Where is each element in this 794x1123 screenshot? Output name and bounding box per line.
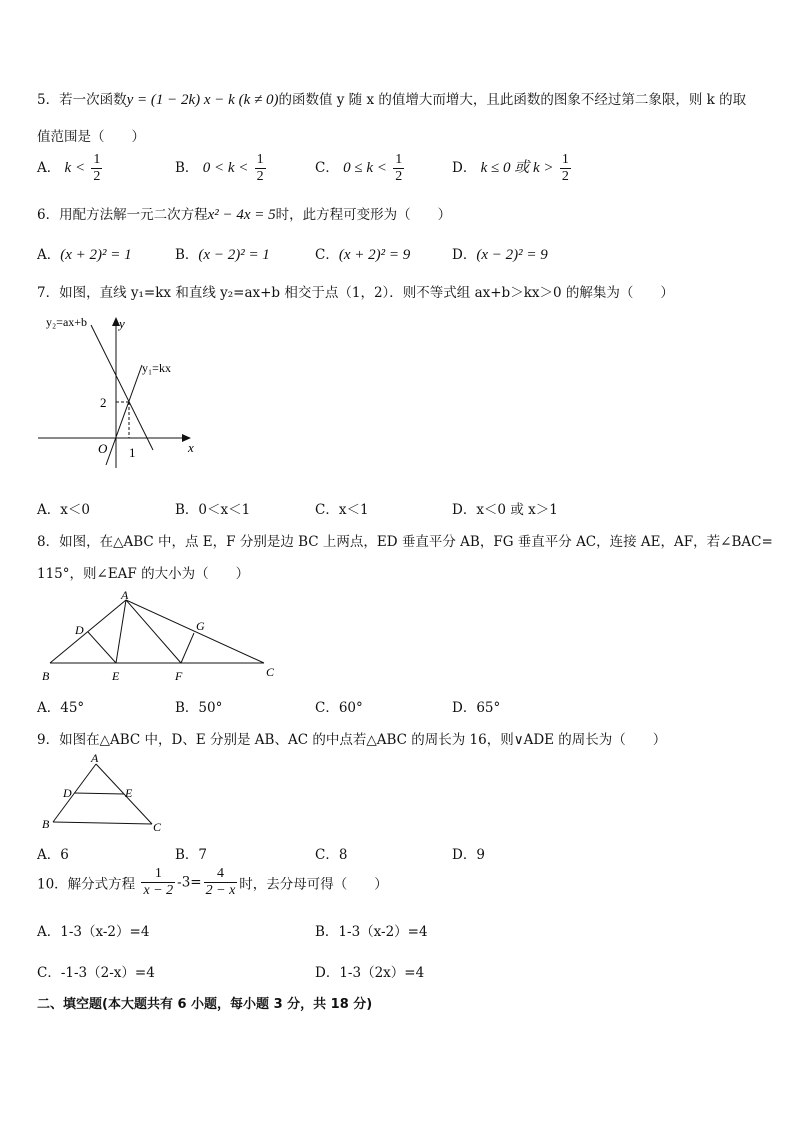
denominator: 2 − x	[205, 883, 236, 898]
q8-option-b[interactable]: B．50°	[175, 700, 223, 716]
tick-y-2: 2	[100, 395, 107, 410]
q6-stem	[37, 203, 451, 224]
label-a: A	[91, 751, 99, 765]
label-d: D	[63, 786, 72, 800]
label-a: A	[121, 588, 129, 602]
fraction	[393, 152, 404, 185]
segment-ac	[126, 600, 264, 663]
segment-ab	[50, 600, 126, 663]
numerator: 1	[141, 866, 175, 883]
fraction	[141, 866, 175, 899]
q5-option-b[interactable]	[175, 152, 268, 185]
option-expression: (x + 2)² = 1	[60, 247, 132, 263]
label-x-axis: x	[188, 440, 194, 455]
q6-stem-b: 时，此方程可变形为（ ）	[275, 207, 452, 223]
q9-stem: 9．如图在△ABC 中，D、E 分别是 AB、AC 的中点若△ABC 的周长为 16，则∨ADE 的周长为（ ）	[37, 732, 667, 748]
segment-de	[74, 793, 124, 794]
label-g: G	[196, 619, 205, 633]
numerator: 1	[395, 152, 403, 167]
q10-option-c[interactable]: C．-1-3（2-x）=4	[37, 965, 155, 981]
option-expression: (x − 2)² = 9	[476, 247, 548, 263]
line-y2	[91, 325, 153, 450]
option-label: B．	[175, 160, 199, 176]
option-label: C．	[315, 247, 339, 263]
numerator: 1	[93, 152, 101, 167]
q10-stem	[37, 866, 388, 899]
segment-af	[126, 600, 181, 663]
segment-ae	[116, 600, 126, 663]
q5-line2: 值范围是（ ）	[37, 129, 145, 145]
q7-option-c[interactable]: C．x＜1	[315, 502, 369, 518]
segment-bc	[53, 822, 152, 824]
label-y1: y₁=kx	[142, 361, 171, 375]
option-expression: (x + 2)² = 9	[338, 247, 411, 263]
option-expression: (x − 2)² = 1	[198, 247, 270, 263]
segment-fg	[181, 633, 194, 663]
option-label: C．	[315, 160, 339, 176]
label-e: E	[112, 669, 120, 683]
denominator: 2	[395, 169, 403, 184]
q9-option-c[interactable]: C．8	[315, 847, 348, 863]
label-d: D	[75, 623, 84, 637]
numerator: 1	[256, 152, 264, 167]
label-c: C	[153, 820, 162, 834]
q10-mid: -3=	[177, 874, 202, 891]
q5-line1	[37, 88, 746, 109]
option-expression: 0 < k <	[202, 160, 249, 176]
q6-expression: x² − 4x = 5	[207, 207, 276, 223]
line-y1	[106, 365, 142, 465]
tick-x-1: 1	[129, 445, 136, 460]
option-expression: k <	[64, 160, 86, 176]
label-f: F	[175, 669, 183, 683]
option-label: D．	[452, 160, 477, 176]
option-label: A．	[37, 247, 61, 263]
fraction	[255, 152, 266, 185]
section-heading: 二、填空题(本大题共有 6 小题，每小题 3 分，共 18 分)	[37, 997, 373, 1012]
q5-option-a[interactable]	[37, 152, 104, 185]
option-label: D．	[452, 247, 477, 263]
label-b: B	[42, 669, 50, 683]
label-y2: y₂=ax+b	[46, 315, 88, 329]
label-origin: O	[98, 441, 108, 456]
label-y-axis: y	[119, 316, 125, 331]
label-e: E	[125, 786, 133, 800]
q8-option-c[interactable]: C．60°	[315, 700, 363, 716]
fraction	[560, 152, 571, 185]
q6-option-d[interactable]	[452, 243, 548, 264]
option-label: B．	[175, 247, 199, 263]
fraction	[204, 866, 238, 899]
label-b: B	[42, 817, 50, 831]
denominator: 2	[256, 169, 264, 184]
q7-option-b[interactable]: B．0＜x＜1	[175, 502, 251, 518]
q7-option-a[interactable]: A．x＜0	[37, 502, 90, 518]
q6-option-c[interactable]	[315, 243, 410, 264]
q8-line2: 115°，则∠EAF 的大小为（ ）	[37, 566, 250, 582]
denominator: 2	[93, 169, 101, 184]
q9-figure	[36, 750, 176, 835]
q7-stem: 7．如图，直线 y₁=kx 和直线 y₂=ax+b 相交于点（1，2）．则不等式组 ax+b＞kx＞0 的解集为（ ）	[37, 285, 674, 301]
q5-expression: y = (1 − 2k) x − k (k ≠ 0)	[126, 92, 279, 108]
q5-option-d[interactable]	[452, 152, 573, 185]
q6-option-a[interactable]	[37, 243, 132, 264]
q7-option-d[interactable]: D．x＜0 或 x＞1	[452, 502, 558, 518]
q9-option-d[interactable]: D．9	[452, 847, 485, 863]
option-label: A．	[37, 160, 61, 176]
q10-option-d[interactable]: D．1-3（2x）=4	[315, 965, 425, 981]
denominator: x − 2	[143, 883, 174, 898]
q8-option-d[interactable]: D．65°	[452, 700, 501, 716]
q8-line1: 8．如图，在△ABC 中，点 E，F 分别是边 BC 上两点，ED 垂直平分 AB，FG 垂直平分 AC，连接 AE，AF，若∠BAC=	[37, 534, 773, 550]
q9-option-b[interactable]: B．7	[175, 847, 208, 863]
q5-option-c[interactable]	[315, 152, 406, 185]
option-expression: k ≤ 0 或 k >	[480, 160, 554, 176]
q9-option-a[interactable]: A．6	[37, 847, 69, 863]
q10-stem-b: 时，去分母可得（ ）	[239, 876, 388, 893]
q6-option-b[interactable]	[175, 243, 270, 264]
fraction	[91, 152, 102, 185]
numerator: 4	[204, 866, 238, 883]
segment-ed	[88, 632, 116, 663]
label-c: C	[266, 665, 275, 679]
option-expression: 0 ≤ k <	[343, 160, 387, 176]
q5-stem-b: 的函数值 y 随 x 的值增大而增大，且此函数的图象不经过第二象限，则 k 的取	[278, 92, 747, 108]
q8-figure	[36, 588, 286, 688]
q7-figure	[36, 310, 206, 470]
q10-option-a[interactable]: A．1-3（x-2）=4	[37, 924, 150, 940]
q10-option-b[interactable]: B．1-3（x-2）=4	[315, 924, 428, 940]
q5-stem-a: 5．若一次函数	[37, 92, 127, 108]
numerator: 1	[561, 152, 569, 167]
q10-stem-a: 10．解分式方程	[37, 876, 136, 893]
q8-option-a[interactable]: A．45°	[37, 700, 85, 716]
denominator: 2	[561, 169, 569, 184]
q6-stem-a: 6．用配方法解一元二次方程	[37, 207, 208, 223]
